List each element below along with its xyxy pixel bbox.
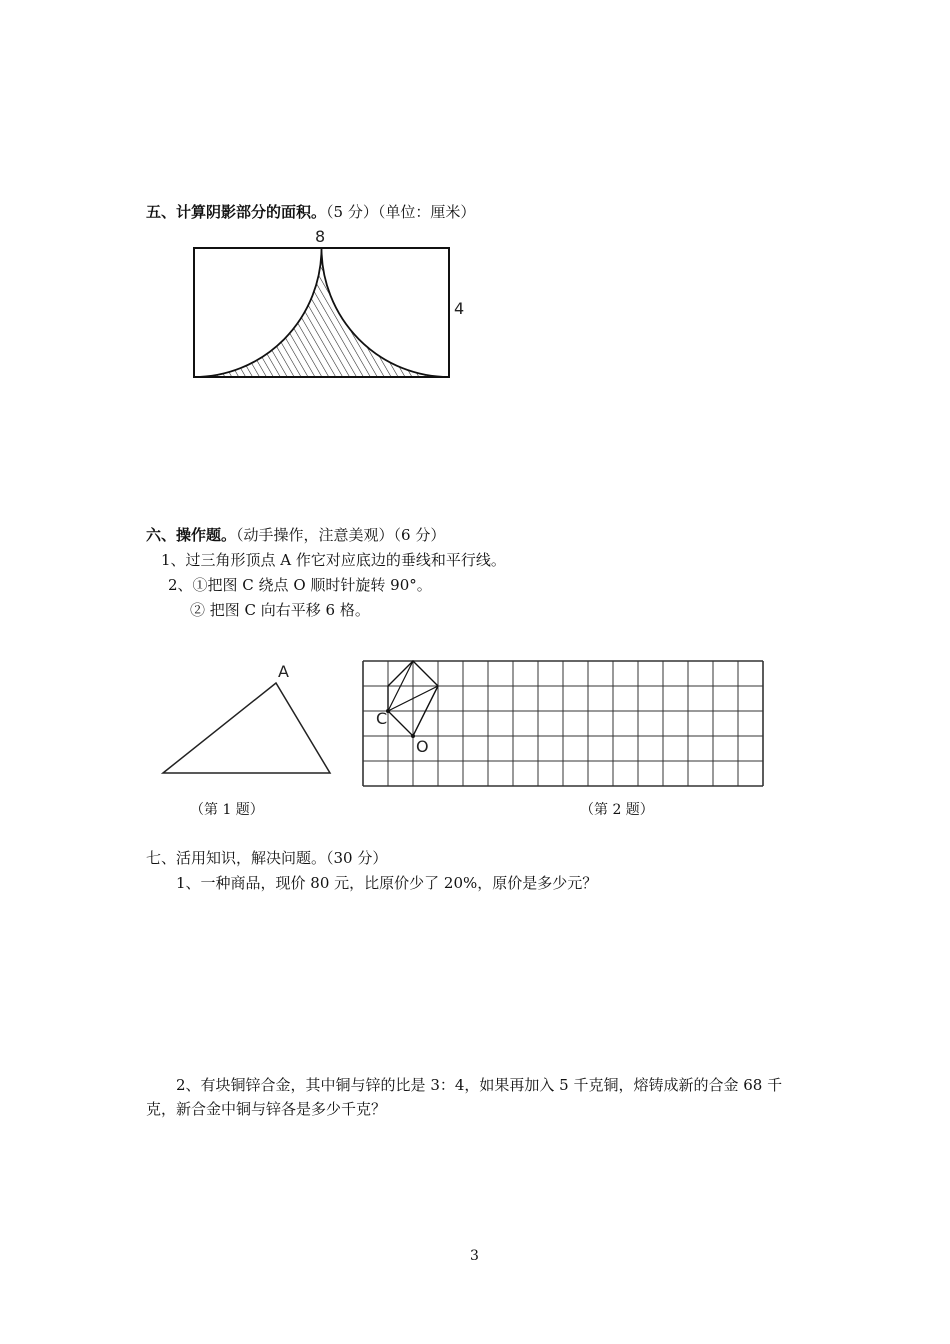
section7-q2-line2: 克，新合金中铜与锌各是多少千克？ — [146, 1100, 387, 1118]
section5-heading: 五、计算阴影部分的面积。 — [146, 203, 327, 221]
fig1-caption: （第 1 题） — [190, 802, 264, 818]
vertex-a-label: A — [278, 662, 289, 681]
point-c-label: C — [376, 709, 388, 728]
section6-note: （动手操作，注意美观）（6 分） — [236, 526, 446, 544]
section6-q1: 1、过三角形顶点 A 作它对应底边的垂线和平行线。 — [161, 551, 506, 569]
section7-q1: 1、一种商品，现价 80 元，比原价少了 20%，原价是多少元？ — [176, 874, 598, 892]
figure-top-label: 8 — [315, 227, 326, 246]
section5-score: （5 分）（单位：厘米） — [326, 203, 476, 221]
section7-heading: 七、活用知识，解决问题。（30 分） — [146, 849, 388, 867]
grid-lines — [363, 661, 763, 786]
fig2-caption: （第 2 题） — [580, 802, 654, 818]
point-o-label: O — [416, 737, 429, 756]
section6-q2a: 2、①把图 C 绕点 O 顺时针旋转 90°。 — [168, 576, 432, 594]
section7-q2-line1: 2、有块铜锌合金，其中铜与锌的比是 3：4，如果再加入 5 千克铜，熔铸成新的合金 68 千 — [176, 1076, 783, 1094]
point-o-dot — [411, 734, 415, 738]
figure-side-label: 4 — [454, 299, 465, 318]
page-number: 3 — [470, 1248, 479, 1264]
section6-heading: 六、操作题。 — [146, 526, 237, 544]
section6-q2b: ② 把图 C 向右平移 6 格。 — [190, 601, 370, 619]
